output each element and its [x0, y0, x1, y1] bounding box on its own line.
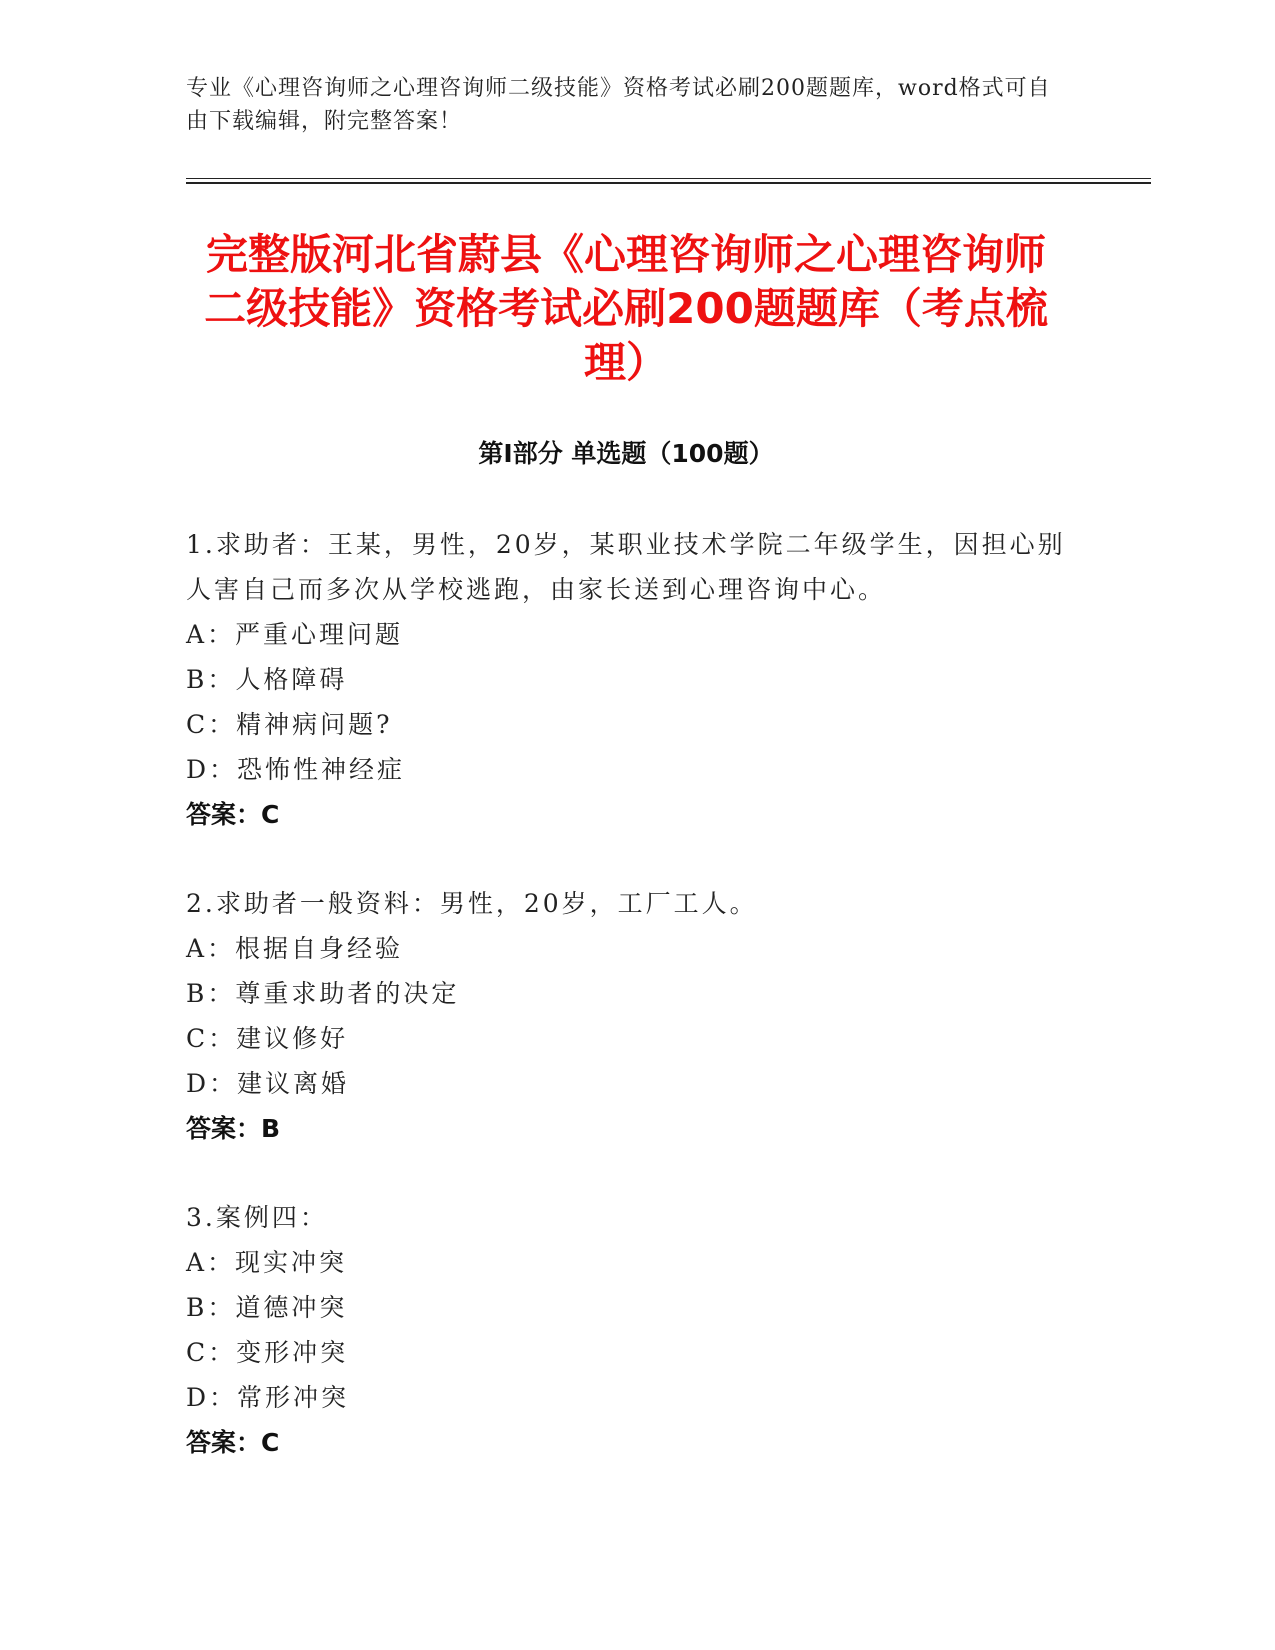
option-d: D：常形冲突: [186, 1383, 350, 1412]
option-d: D：恐怖性神经症: [186, 755, 406, 784]
option-b: B：尊重求助者的决定: [186, 979, 460, 1008]
option-a: A：严重心理问题: [186, 620, 404, 649]
question-stem: 2.求助者一般资料：男性，20岁，工厂工人。: [186, 889, 758, 918]
option-b: B：道德冲突: [186, 1293, 348, 1322]
option-c: C：变形冲突: [186, 1338, 349, 1367]
option-c: C：建议修好: [186, 1024, 349, 1053]
header-divider-thick: [186, 182, 1151, 184]
section-title: 第Ⅰ部分 单选题（100题）: [478, 439, 774, 468]
option-a: A：根据自身经验: [186, 934, 404, 963]
option-d: D：建议离婚: [186, 1069, 350, 1098]
option-a: A：现实冲突: [186, 1248, 348, 1277]
question-list: [186, 522, 1066, 1509]
option-c: C：精神病问题?: [186, 710, 393, 739]
header-note: 专业《心理咨询师之心理咨询师二级技能》资格考试必刷200题题库，word格式可自由下载编辑，附完整答案！: [186, 76, 1051, 134]
question-stem: 1.求助者：王某，男性，20岁，某职业技术学院二年级学生，因担心别人害自己而多次从学校逃跑，由家长送到心理咨询中心。: [186, 530, 1066, 604]
document-title: 完整版河北省蔚县《心理咨询师之心理咨询师二级技能》资格考试必刷200题题库（考点梳理）: [204, 230, 1048, 387]
answer: 答案：C: [186, 1428, 280, 1457]
header-divider-thin: [186, 178, 1151, 179]
question-stem: 3.案例四：: [186, 1203, 328, 1232]
question-1: [186, 522, 1066, 837]
answer: 答案：B: [186, 1114, 281, 1143]
answer: 答案：C: [186, 800, 280, 829]
question-2: [186, 881, 1066, 1151]
option-b: B：人格障碍: [186, 665, 348, 694]
question-3: [186, 1195, 1066, 1465]
